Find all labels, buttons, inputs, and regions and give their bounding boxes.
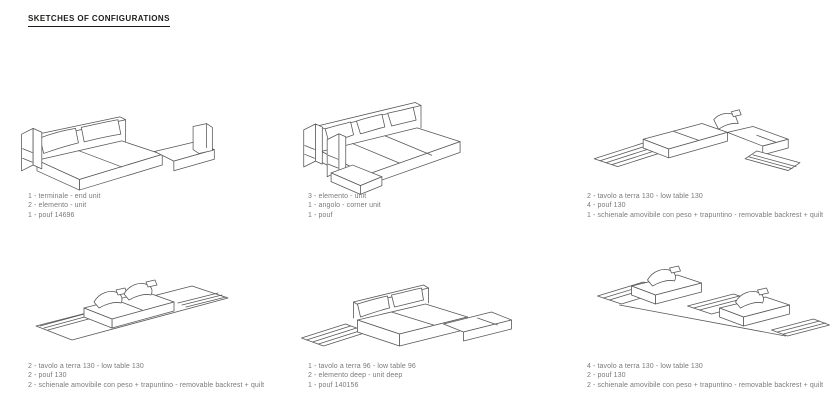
config-4-line-1: 2 - tavolo a terra 130 - low table 130	[28, 363, 144, 370]
sofa-sketch-config-3	[572, 100, 830, 198]
config-2-line-2: 1 - angolo - corner unit	[308, 202, 381, 210]
config-3-line-1: 2 - tavolo a terra 130 - low table 130	[587, 193, 703, 200]
configuration-3-description	[587, 192, 823, 220]
sofa-sketch-config-4	[26, 262, 270, 362]
configuration-2-description	[308, 192, 381, 220]
sofa-sketch-config-5	[294, 266, 532, 361]
config-1-line-1: 1 - terminale - end unit	[28, 193, 101, 200]
sofa-sketch-config-6	[586, 250, 834, 360]
configuration-1-description	[28, 192, 100, 220]
config-5-line-1: 1 - tavolo a terra 96 - low table 96	[308, 363, 416, 370]
config-6-line-3: 2 - schienale amovibile con peso + trapuntino - removable backrest + quilt	[587, 381, 824, 389]
config-6-line-1: 4 - tavolo a terra 130 - low table 130	[587, 363, 703, 370]
sofa-sketch-config-1	[10, 106, 222, 198]
config-2-line-1: 3 - elemento - unit	[308, 193, 367, 200]
config-6-line-2: 2 - pouf 130	[587, 372, 626, 380]
config-4-line-2: 2 - pouf 130	[28, 372, 67, 380]
configuration-4-description	[28, 362, 264, 390]
page-title: SKETCHES OF CONFIGURATIONS	[28, 14, 170, 27]
configuration-5-description	[308, 362, 416, 390]
config-2-line-3: 1 - pouf	[308, 211, 333, 219]
config-1-line-2: 2 - elemento - unit	[28, 202, 87, 210]
config-3-line-3: 1 - schienale amovibile con peso + trapuntino - removable backrest + quilt	[587, 211, 824, 219]
config-4-line-3: 2 - schienale amovibile con peso + trapuntino - removable backrest + quilt	[28, 381, 265, 389]
sofa-sketch-config-2	[292, 94, 507, 198]
config-3-line-2: 4 - pouf 130	[587, 202, 626, 210]
config-5-line-2: 2 - elemento deep - unit deep	[308, 372, 403, 380]
configuration-6-description	[587, 362, 823, 390]
config-5-line-3: 1 - pouf 140156	[308, 381, 359, 389]
config-1-line-3: 1 - pouf 14696	[28, 211, 75, 219]
